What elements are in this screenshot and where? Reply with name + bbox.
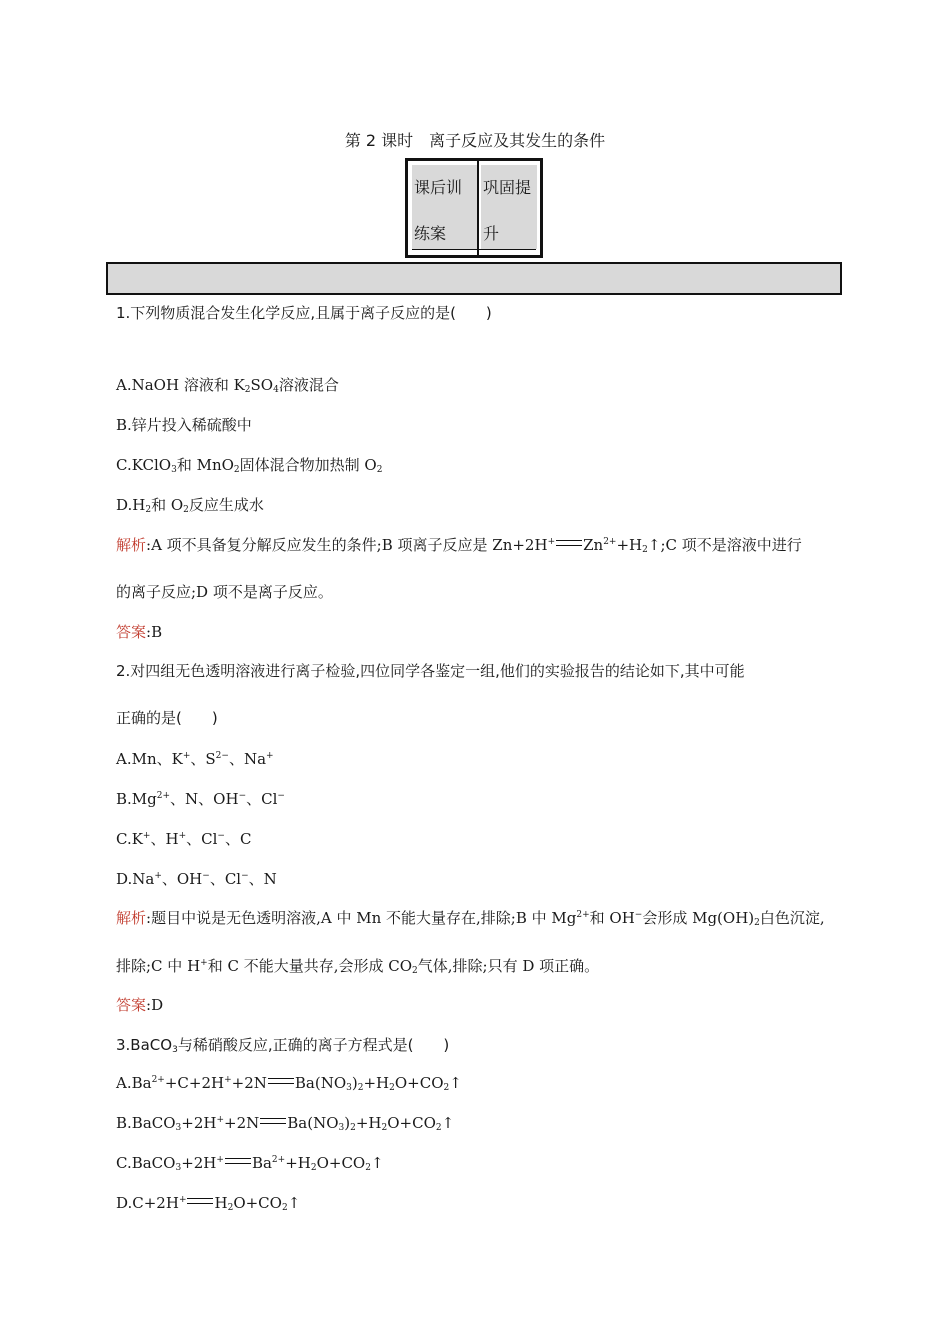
section-bar: [106, 262, 842, 295]
up-arrow: ↑: [370, 1154, 384, 1172]
section-banner: [405, 158, 543, 258]
up-arrow: ↑: [441, 1114, 455, 1132]
sup: −: [202, 871, 210, 881]
sub: 2: [281, 1203, 288, 1213]
sub: 2: [145, 505, 152, 515]
sub: 2: [233, 465, 240, 475]
sup: 2+: [603, 537, 617, 547]
banner-cell-left: [412, 165, 477, 249]
text: +2H: [181, 1154, 217, 1172]
q2-option-d: [116, 868, 277, 889]
sup: −: [277, 791, 285, 801]
text: 固体混合物加热制 O: [239, 456, 377, 474]
sup: 2−: [215, 751, 229, 761]
q3-stem: [116, 1034, 449, 1055]
equals-sign: [556, 540, 582, 546]
q2-option-b: [116, 788, 285, 809]
text: ): [344, 1114, 351, 1132]
sup: −: [238, 791, 247, 801]
sup: −: [241, 871, 249, 881]
sup: 2+: [271, 1155, 286, 1165]
sup: +: [547, 537, 556, 547]
answer-label: 答案: [116, 996, 147, 1014]
sup: +: [224, 1075, 232, 1085]
text: 、Na: [228, 750, 267, 768]
text: 气体,排除;只有 D 项正确。: [417, 957, 600, 975]
text: D.H: [116, 496, 146, 514]
text: +2N: [231, 1074, 267, 1092]
text: :题目中说是无色透明溶液,A 中 Mn 不能大量存在,排除;B 中 Mg: [146, 909, 577, 927]
text: +H: [355, 1114, 382, 1132]
text: B.BaCO: [116, 1114, 176, 1132]
text: 排除;C 中 H: [116, 957, 201, 975]
q1-stem: 1.下列物质混合发生化学反应,且属于离子反应的是( ): [116, 304, 492, 322]
equals-sign: [268, 1078, 294, 1084]
sub: 2: [754, 918, 760, 928]
sup: +: [182, 751, 191, 761]
q3-option-c: [116, 1154, 384, 1172]
text: O+CO: [387, 1114, 436, 1132]
text: O+CO: [316, 1154, 366, 1172]
sub: 2: [357, 1083, 364, 1093]
text: 、S: [190, 750, 216, 768]
text: H: [214, 1194, 228, 1212]
sup: 2+: [156, 791, 171, 801]
text: A.Mn、K: [116, 750, 183, 768]
sup: +: [216, 1115, 225, 1125]
banner-cell-right: [481, 165, 537, 249]
banner-left-line1: 课后训: [414, 178, 463, 197]
analysis-label: 解析: [116, 909, 147, 927]
text: Zn: [583, 536, 604, 554]
text: O+CO: [233, 1194, 282, 1212]
analysis-label: 解析: [116, 536, 147, 554]
text: C.K: [116, 830, 143, 848]
text: 3.BaCO: [116, 1036, 173, 1054]
text: +H: [363, 1074, 390, 1092]
text: +H: [616, 536, 643, 554]
q2-option-c: [116, 828, 251, 849]
text: Ba(NO: [294, 1074, 347, 1092]
text: ): [351, 1074, 358, 1092]
text: Ba(NO: [287, 1114, 339, 1132]
text: 与稀硝酸反应,正确的离子方程式是( ): [177, 1036, 450, 1054]
text: 和 OH: [589, 909, 635, 927]
text: D.C+2H: [116, 1194, 179, 1212]
equals-sign: [225, 1158, 251, 1164]
equals-sign: [187, 1198, 213, 1204]
text: 和 C 不能大量共存,会形成 CO: [207, 957, 413, 975]
text: 、Cl: [246, 790, 278, 808]
q2-analysis: [116, 907, 825, 928]
text: C.KClO: [116, 456, 172, 474]
equals-sign: [260, 1118, 286, 1124]
banner-baseline: [412, 249, 536, 250]
sup: +: [216, 1155, 224, 1165]
sup: 2+: [151, 1075, 165, 1085]
banner-left-line2: 练案: [414, 224, 447, 243]
text: +C+2H: [164, 1074, 225, 1092]
sub: 2: [381, 1123, 388, 1133]
q2-option-a: [116, 748, 274, 769]
banner-right-line1: 巩固提: [483, 178, 532, 197]
text: 溶液混合: [278, 376, 339, 394]
q3-option-d: [116, 1194, 300, 1212]
text: SO: [250, 376, 274, 394]
sub: 3: [171, 465, 177, 475]
text: 、OH: [161, 870, 203, 888]
sub: 2: [365, 1163, 371, 1173]
text: +2H: [181, 1114, 217, 1132]
sub: 2: [310, 1163, 317, 1173]
answer-value: :D: [146, 996, 164, 1014]
text: 、Cl: [209, 870, 242, 888]
text: C.BaCO: [116, 1154, 176, 1172]
banner-divider: [477, 161, 479, 255]
sup: +: [178, 831, 187, 841]
sup: +: [154, 871, 162, 881]
q1-analysis: [116, 534, 802, 555]
sub: 3: [175, 1123, 182, 1133]
text: Ba: [251, 1154, 272, 1172]
sub: 4: [273, 385, 279, 395]
sup: +: [142, 831, 151, 841]
sup: +: [200, 958, 208, 968]
text: 会形成 Mg(OH): [642, 909, 755, 927]
text: 白色沉淀,: [759, 909, 825, 927]
sup: −: [634, 910, 643, 920]
q1-option-b: B.锌片投入稀硫酸中: [116, 416, 252, 434]
text: 反应生成水: [188, 496, 264, 514]
text: 、H: [150, 830, 179, 848]
sub: 2: [183, 505, 189, 515]
up-arrow: ↑: [449, 1074, 462, 1092]
sub: 2: [244, 385, 251, 395]
sub: 2: [227, 1203, 234, 1213]
q1-option-c: [116, 454, 382, 475]
sub: 2: [376, 465, 383, 475]
text: O+CO: [394, 1074, 444, 1092]
text: +H: [285, 1154, 311, 1172]
text: 、N、OH: [170, 790, 239, 808]
up-arrow: ↑: [287, 1194, 301, 1212]
text: ↑;C 项不是溶液中进行: [647, 536, 802, 554]
answer-value: :B: [146, 623, 163, 641]
q1-option-d: [116, 494, 264, 515]
sub: 2: [389, 1083, 395, 1093]
q1-analysis-line2: 的离子反应;D 项不是离子反应。: [116, 583, 333, 601]
sup: +: [178, 1195, 187, 1205]
sup: 2+: [576, 910, 590, 920]
q1-option-a: [116, 374, 339, 395]
q2-analysis-line2: [116, 955, 599, 976]
q3-option-b: [116, 1114, 454, 1132]
q1-answer: [116, 621, 162, 642]
text: B.Mg: [116, 790, 157, 808]
text: 、Cl: [186, 830, 218, 848]
text: 和 O: [151, 496, 184, 514]
sub: 3: [175, 1163, 182, 1173]
sup: −: [217, 831, 225, 841]
text: 、C: [224, 830, 252, 848]
sub: 2: [642, 545, 648, 555]
sub: 2: [443, 1083, 450, 1093]
sub: 3: [172, 1045, 178, 1055]
q2-stem-line2: 正确的是( ): [116, 709, 218, 727]
q2-answer: [116, 994, 163, 1015]
sub: 2: [412, 966, 418, 976]
text: D.Na: [116, 870, 155, 888]
text: 、N: [248, 870, 277, 888]
answer-label: 答案: [116, 623, 147, 641]
text: A.Ba: [116, 1074, 152, 1092]
lesson-title: 第 2 课时 离子反应及其发生的条件: [344, 131, 606, 150]
banner-right-line2: 升: [483, 224, 500, 243]
text: A.NaOH 溶液和 K: [116, 376, 245, 394]
text: :A 项不具备复分解反应发生的条件;B 项离子反应是 Zn+2H: [146, 536, 548, 554]
sub: 2: [350, 1123, 356, 1133]
q2-stem-line1: 2.对四组无色透明溶液进行离子检验,四位同学各鉴定一组,他们的实验报告的结论如下,其中可能: [116, 662, 745, 680]
text: 和 MnO: [176, 456, 234, 474]
sub: 3: [346, 1083, 352, 1093]
sup: +: [266, 751, 274, 761]
sub: 2: [435, 1123, 442, 1133]
sub: 3: [338, 1123, 345, 1133]
q3-option-a: [116, 1074, 462, 1092]
text: +2N: [224, 1114, 260, 1132]
